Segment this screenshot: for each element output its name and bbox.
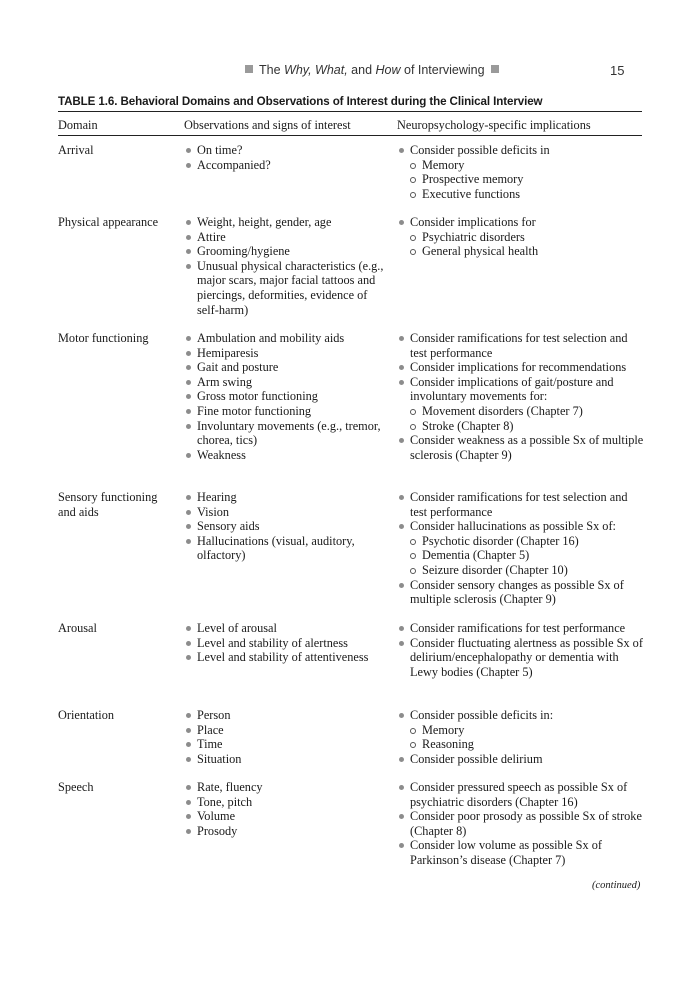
column-header-domain: Domain [58,118,98,132]
implication-item: Consider ramifications for test selection and test performance [397,331,647,360]
implication-item: Consider hallucinations as possible Sx of: [397,519,647,534]
domain-cell: Physical appearance [58,215,159,229]
observation-item: Accompanied? [184,158,389,173]
observation-item: Level and stability of alertness [184,636,389,651]
observation-item: Prosody [184,824,389,839]
implication-item: Consider poor prosody as possible Sx of stroke (Chapter 8) [397,809,647,838]
observations-cell [184,708,389,766]
continued-note: (continued) [592,880,641,891]
table-top-rule [58,111,642,112]
observation-item: Person [184,708,389,723]
observation-item: Weakness [184,448,389,463]
observation-item: Level of arousal [184,621,389,636]
observations-cell [184,490,389,563]
running-head [0,63,700,81]
running-head-title [245,63,499,77]
square-ornament-icon [245,65,253,73]
observation-item: Vision [184,505,389,520]
observations-cell [184,780,389,838]
observation-item: Place [184,723,389,738]
observation-item: Fine motor functioning [184,404,389,419]
implication-item: Consider sensory changes as possible Sx of multiple sclerosis (Chapter 9) [397,578,647,607]
observation-item: Weight, height, gender, age [184,215,389,230]
implication-subitem: Psychotic disorder (Chapter 16) [397,534,647,549]
observation-item: Rate, fluency [184,780,389,795]
implication-item: Consider implications for recommendations [397,360,647,375]
observation-item: On time? [184,143,389,158]
observation-item: Attire [184,230,389,245]
implication-item: Consider fluctuating alertness as possible Sx of delirium/encephalopathy or dementia with Lewy bodies (Chapter 5) [397,636,647,680]
implication-subitem: Psychiatric disorders [397,230,647,245]
implications-cell [397,143,647,201]
observations-cell [184,331,389,462]
domain-cell: Arrival [58,143,94,157]
running-head-text: of Interviewing [400,63,485,77]
domain-cell: Orientation [58,708,115,722]
implications-cell [397,490,647,607]
implication-subitem: Reasoning [397,737,647,752]
observation-item: Arm swing [184,375,389,390]
implication-item: Consider possible deficits in [397,143,647,158]
running-head-text: and [347,63,376,77]
implication-subitem: Executive functions [397,187,647,202]
implication-item: Consider implications of gait/posture and involuntary movements for: [397,375,647,404]
observation-item: Unusual physical characteristics (e.g., major scars, major facial tattoos and piercings, deformities, evidence of self-harm) [184,259,389,317]
implication-subitem: General physical health [397,244,647,259]
implications-cell [397,780,647,868]
implication-subitem: Memory [397,158,647,173]
observation-item: Grooming/hygiene [184,244,389,259]
domain-cell: Arousal [58,621,97,635]
observation-item: Hemiparesis [184,346,389,361]
observations-cell [184,215,389,317]
observation-item: Gait and posture [184,360,389,375]
domain-cell: Sensory functioning and aids [58,490,158,519]
implication-subitem: Seizure disorder (Chapter 10) [397,563,647,578]
observation-item: Hearing [184,490,389,505]
observation-item: Situation [184,752,389,767]
implication-subitem: Prospective memory [397,172,647,187]
observation-item: Sensory aids [184,519,389,534]
implication-item: Consider possible deficits in: [397,708,647,723]
implication-item: Consider ramifications for test selection and test performance [397,490,647,519]
implication-subitem: Memory [397,723,647,738]
domain-cell: Speech [58,780,94,794]
implication-item: Consider weakness as a possible Sx of multiple sclerosis (Chapter 9) [397,433,647,462]
implication-item: Consider ramifications for test performance [397,621,647,636]
observation-item: Ambulation and mobility aids [184,331,389,346]
implications-cell [397,708,647,766]
observation-item: Time [184,737,389,752]
table-header-rule [58,135,642,136]
column-header-implications: Neuropsychology-specific implications [397,118,591,132]
implication-subitem: Stroke (Chapter 8) [397,419,647,434]
implications-cell [397,621,647,679]
observation-item: Level and stability of attentiveness [184,650,389,665]
observation-item: Volume [184,809,389,824]
implications-cell [397,331,647,462]
implication-item: Consider possible delirium [397,752,647,767]
observation-item: Involuntary movements (e.g., tremor, chorea, tics) [184,419,389,448]
observation-item: Hallucinations (visual, auditory, olfactory) [184,534,389,563]
observation-item: Gross motor functioning [184,389,389,404]
running-head-text: Why, What, [284,63,348,77]
implication-subitem: Movement disorders (Chapter 7) [397,404,647,419]
page-number: 15 [610,63,625,78]
implication-item: Consider implications for [397,215,647,230]
implication-subitem: Dementia (Chapter 5) [397,548,647,563]
implication-item: Consider pressured speech as possible Sx of psychiatric disorders (Chapter 16) [397,780,647,809]
column-header-observations: Observations and signs of interest [184,118,351,132]
observation-item: Tone, pitch [184,795,389,810]
observations-cell [184,143,389,172]
implication-item: Consider low volume as possible Sx of Parkinson’s disease (Chapter 7) [397,838,647,867]
domain-cell: Motor functioning [58,331,149,345]
square-ornament-icon [491,65,499,73]
implications-cell [397,215,647,259]
observations-cell [184,621,389,665]
table-title: TABLE 1.6. Behavioral Domains and Observations of Interest during the Clinical Interview [58,95,543,108]
running-head-text: How [375,63,401,77]
running-head-text: The [259,63,285,77]
